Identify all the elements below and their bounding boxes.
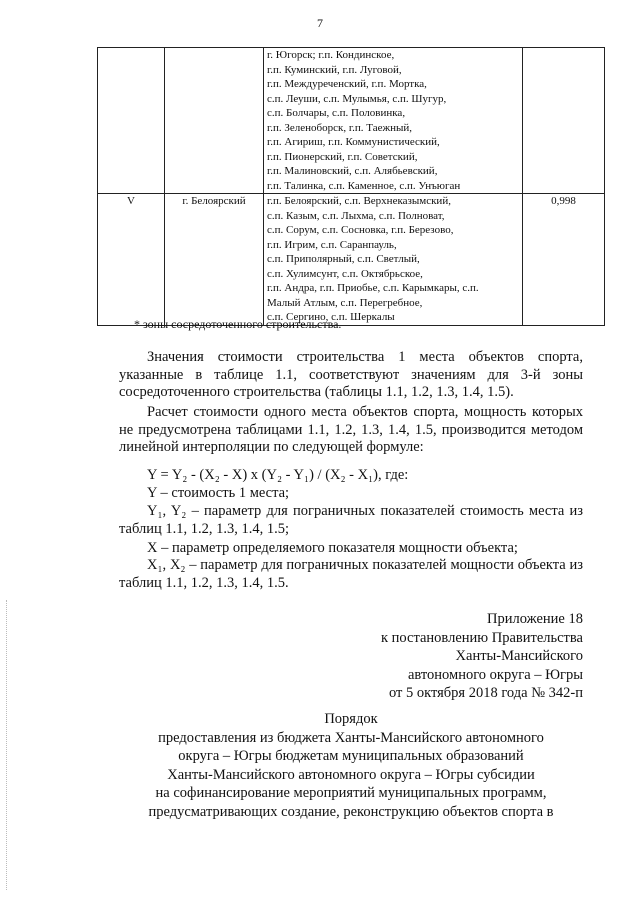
settlement-line: с.п. Приполярный, с.п. Светлый, xyxy=(267,253,420,265)
settlements-cell xyxy=(264,194,523,326)
settlement-line: г.п. Зеленоборск, г.п. Таежный, xyxy=(267,121,413,134)
settlement-line: г.п. Талинка, с.п. Каменное, с.п. Унъюган xyxy=(267,179,461,192)
table-footnote: * зоны сосредоточенного строительства. xyxy=(134,317,342,331)
title-line: предусматривающих создание, реконструкцию объектов спорта в xyxy=(148,803,554,820)
settlement-line: с.п. Леуши, с.п. Мулымья, с.п. Шугур, xyxy=(267,92,447,105)
settlements-table xyxy=(97,47,605,326)
settlement-line: г.п. Пионерский, г.п. Советский, xyxy=(267,150,418,163)
table-row xyxy=(98,194,605,326)
zone-cell: V xyxy=(98,194,165,326)
title-line: предоставления из бюджета Ханты-Мансийского автономного xyxy=(158,729,544,746)
table-row xyxy=(98,48,605,194)
appendix-line: Ханты-Мансийского xyxy=(455,648,583,664)
page-number: 7 xyxy=(317,16,323,30)
paragraph-zone-values: Значения стоимости строительства 1 места объектов спорта, указанные в таблице 1.1, соответствуют значениям для 3-й зоны сосредоточенного строительства (таблицы 1.1, 1.2, 1.3, 1.4, 1.5). xyxy=(119,349,583,400)
formula-y-definition: Y – стоимость 1 места; xyxy=(147,485,290,501)
paragraph-interpolation: Расчет стоимости одного места объектов спорта, мощность которых не предусмотрена таблицами 1.1, 1.2, 1.3, 1.4, 1.5, производится методом линейной интерполяции по следующей формуле: xyxy=(119,404,583,455)
district-cell xyxy=(165,48,264,194)
settlement-line: г.п. Агириш, г.п. Коммунистический, xyxy=(267,136,440,148)
title-line: Порядок xyxy=(324,711,378,727)
settlement-line: г.п. Малиновский, с.п. Алябьевский, xyxy=(267,165,438,177)
scan-edge-artifact xyxy=(6,600,8,890)
settlement-line: г.п. Андра, г.п. Приобье, с.п. Карымкары, с.п. xyxy=(267,282,479,294)
appendix-line: от 5 октября 2018 года № 342-п xyxy=(388,685,583,701)
formula-main: Y = Y₂ - (X₂ - X) x (Y₂ - Y₁) / (X₂ - X₁), где: xyxy=(147,467,409,483)
coefficient-cell: 0,998 xyxy=(523,194,605,326)
appendix-block xyxy=(330,610,583,703)
title-line: на софинансирование мероприятий муниципальных программ, xyxy=(155,785,547,801)
settlement-line: с.п. Хулимсунт, с.п. Октябрьское, xyxy=(267,267,423,280)
appendix-line: автономного округа – Югры xyxy=(407,666,583,683)
document-title xyxy=(119,710,583,821)
formula-x-definition: X – параметр определяемого показателя мощности объекта; xyxy=(147,540,518,556)
formula-x12-definition: X₁, X₂ – параметр для пограничных показателей мощности объекта из таблиц 1.1, 1.2, 1.3, 1.4, 1.5. xyxy=(119,557,583,591)
settlement-line: г.п. Белоярский, с.п. Верхнеказымский, xyxy=(267,195,451,207)
settlement-line: с.п. Сорум, с.п. Сосновка, г.п. Березово, xyxy=(267,224,454,236)
settlement-line: г.п. Игрим, с.п. Саранпауль, xyxy=(267,238,397,251)
settlement-line: с.п. Казым, с.п. Лыхма, с.п. Полноват, xyxy=(267,209,445,222)
settlement-line: с.п. Сергино, с.п. Шеркалы xyxy=(267,311,395,323)
coefficient-cell xyxy=(523,48,605,194)
appendix-line: к постановлению Правительства xyxy=(381,629,583,646)
title-line: Ханты-Мансийского автономного округа – Югры субсидии xyxy=(167,766,535,783)
settlement-line: с.п. Болчары, с.п. Половинка, xyxy=(267,107,406,119)
district-cell: г. Белоярский xyxy=(165,194,264,326)
zone-cell xyxy=(98,48,165,194)
settlements-cell xyxy=(264,48,523,194)
settlement-line: г.п. Междуреченский, г.п. Мортка, xyxy=(267,78,427,90)
formula-y12-definition: Y₁, Y₂ – параметр для пограничных показателей стоимость места из таблиц 1.1, 1.2, 1.3, 1.4, 1.5; xyxy=(119,503,583,537)
appendix-line: Приложение 18 xyxy=(487,611,583,627)
title-line: округа – Югры бюджетам муниципальных образований xyxy=(178,748,524,764)
settlement-line: г. Югорск; г.п. Кондинское, xyxy=(267,49,395,61)
settlement-line: г.п. Куминский, г.п. Луговой, xyxy=(267,63,402,76)
settlement-line: Малый Атлым, с.п. Перегребное, xyxy=(267,296,423,309)
